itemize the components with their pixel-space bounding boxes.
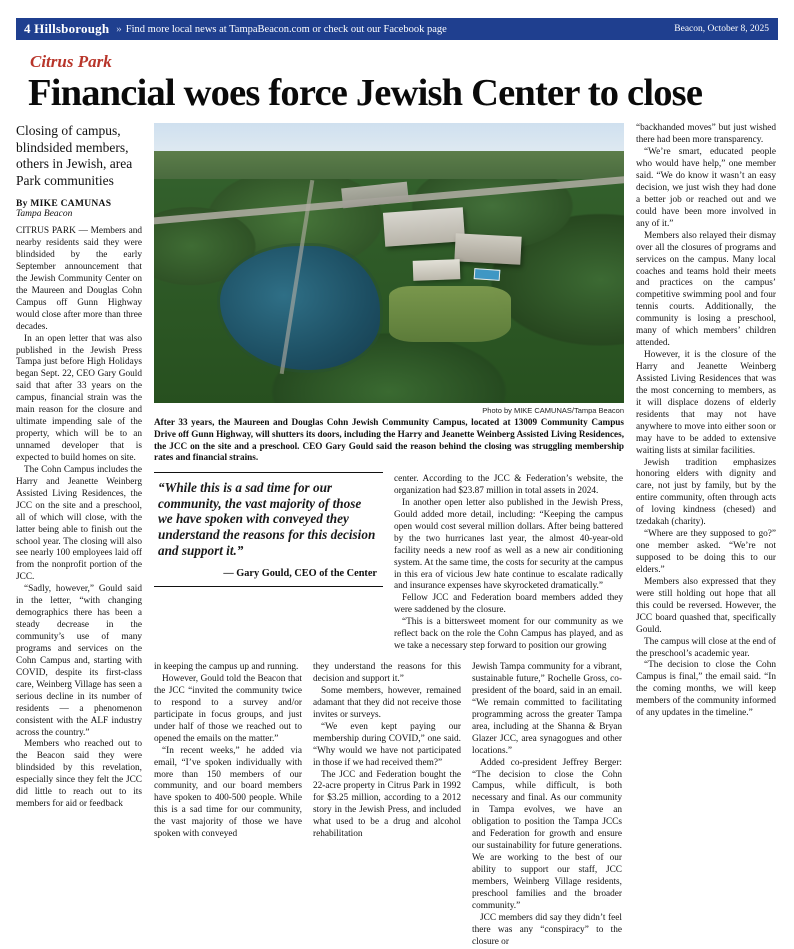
- page-header-bar: [16, 18, 778, 40]
- paragraph: The Cohn Campus includes the Harry and Jeanette Weinberg Assisted Living Residences, the JCC on the site and a preschool, all of which will close, with the latter being able to finish out the school year. The closing will also see nearly 100 employees laid off from the nonprofit portion of the JCC.: [16, 464, 142, 583]
- body-column-6: [636, 123, 776, 948]
- section-kicker: Citrus Park: [30, 52, 112, 71]
- paragraph: “Sadly, however,” Gould said in the letter, “with changing demographics there has been a steady decrease in the community’s use of many programs and services on the Cohn Campus and, starting with COVID, despite its first-class care, Weinberg Village has seen a serious decline in its number of residents — a phenomenon consistent with the ALF industry across the country.”: [16, 584, 142, 738]
- byline-author: By MIKE CAMUNAS: [16, 199, 112, 210]
- paragraph: Added co-president Jeffrey Berger: “The decision to close the Cohn Campus, while difficult, is both necessary and final. As our community in Tampa evolves, we have an obligation to position the Tampa JCCs and Federation for growth and ensure our sustainability for future generations. We are working to the best of our ability to support our staff, JCC members, Weinberg Village residents, preschool families and the broader community.”: [472, 757, 622, 911]
- paragraph: However, it is the closure of the Harry and Jeanette Weinberg Assisted Living Residences that was the most concerning to members, as it will displace dozens of elderly residents that may not have anywhere to move into either soon or may have to be added to extensive waiting lists at similar facilities.: [636, 350, 776, 456]
- paragraph: center. According to the JCC & Federation’s website, the organization had $23.87 million in total assets in 2024.: [394, 474, 623, 496]
- pull-quote-text: “While this is a sad time for our community, the vast majority of those we have spoken with conveyed they understand the reasons for this decision and support it.”: [158, 480, 376, 558]
- paragraph: However, Gould told the Beacon that the JCC “invited the community twice to respond to a survey and/or participate in focus groups, and just under half of those we reached out to opened the emails on the matter.”: [154, 674, 302, 744]
- article-body: [16, 123, 778, 948]
- pull-quote: [154, 472, 383, 587]
- paragraph: in keeping the campus up and running.: [154, 662, 299, 673]
- photo-building-main: [383, 207, 465, 246]
- mid-upper-region: [154, 472, 624, 653]
- paragraph: Jewish Tampa community for a vibrant, sustainable future,” Rochelle Gross, co-president of the board, said in an email. “We remain committed to facilitating programming across the greater Tampa area, including at the Shanna & Bryan Glazer JCC, area synagogues and other locations.”: [472, 662, 622, 756]
- paragraph: JCC members did say they didn’t feel there was any “conspiracy” to the closure or: [472, 912, 622, 947]
- paragraph: “The decision to close the Cohn Campus is final,” the email said. “In the coming months, we will keep members of the community informed of any updates in the timeline.”: [636, 660, 776, 719]
- paragraph: The JCC and Federation bought the 22-acre property in Citrus Park in 1992 for $3.25 million, according to a 2012 story in the Jewish Press, and included what used to be a drug and alcohol rehabilitation: [313, 769, 461, 840]
- photo-field: [389, 286, 511, 342]
- column-left: [16, 123, 142, 948]
- body-column-4: [394, 472, 623, 653]
- paragraph: Some members, however, remained adamant that they did not receive those invites or surveys.: [313, 685, 461, 720]
- paragraph: they understand the reasons for this decision and support it.”: [313, 662, 461, 685]
- mid-lower-region: [154, 662, 624, 949]
- paragraph: “We’re smart, educated people who would have help,” one member said. “We do know it wasn’t an easy decision, we just wish they had done a better job or reached out and we could have been more involved in any of it.”: [636, 147, 776, 229]
- body-column-5: [472, 662, 622, 949]
- photo-caption: After 33 years, the Maureen and Douglas Cohn Jewish Community Campus, located at 13009 Community Campus Drive off Gunn Highway, will shutters its doors, including the Harry and Jeanette Weinberg Assisted Living Residences, the JCC on the site and a preschool. CEO Gary Gould said the reason behind the closing was struggling membership rates and financial strains.: [154, 417, 624, 463]
- paragraph: “In recent weeks,” he added via email, “I’ve spoken individually with more than 150 members of our community, and our board members have spoken to 400-500 people. While this is a sad time for our community, the vast majority of those we have spoken with conveyed: [154, 745, 302, 840]
- paragraph: “Where are they supposed to go?” one member asked. “We’re not supposed to be doing this to our elders.”: [636, 529, 776, 575]
- aerial-campus-photo: [154, 123, 624, 403]
- paragraph: Fellow JCC and Federation board members added they were saddened by the closure.: [394, 593, 623, 616]
- paragraph: “We even kept paying our membership during COVID,” one said. “Why would we have not participated in those if we had received them?”: [313, 721, 461, 768]
- body-column-2: [154, 662, 302, 949]
- article-deck: Closing of campus, blindsided members, others in Jewish, area Park communities: [16, 123, 133, 188]
- byline-organization: Tampa Beacon: [16, 209, 73, 220]
- paragraph: Members also relayed their dismay over all the closures of programs and services on the campus. Many local coaches and teams hold their meets and practices on the campus’ competitive swimming pool and four tennis courts. Additionally, the community is losing a preschool, many of which members’ children attended.: [636, 230, 776, 349]
- paragraph: The campus will close at the end of the preschool’s academic year.: [636, 636, 776, 659]
- pull-quote-attribution: — Gary Gould, CEO of the Center: [223, 567, 377, 579]
- page-title: Financial woes force Jewish Center to close: [28, 72, 703, 114]
- paragraph: Jewish tradition emphasizes honoring elders with dignity and care, not just by family, but by the entire community, often through acts of loving kindness (chesed) and tzedakah (charity).: [636, 457, 776, 528]
- article-photo-block: [154, 123, 624, 416]
- body-column-3: [313, 662, 461, 949]
- issue-date: Beacon, October 8, 2025: [674, 24, 769, 34]
- column-middle: [154, 123, 624, 948]
- photo-credit: Photo by MIKE CAMUNAS/Tampa Beacon: [482, 406, 624, 416]
- photo-building-secondary: [454, 234, 521, 265]
- pullquote-column: [154, 472, 383, 653]
- paragraph: “This is a bittersweet moment for our community as we reflect back on the role the Cohn Campus has played, and as we take a necessary step forward to position our growing: [394, 617, 623, 652]
- paragraph: Members who reached out to the Beacon said they were blindsided by this revelation, especially since they felt the JCC did little to reach out to its members for aid or feedback: [16, 739, 142, 810]
- paragraph: “backhanded moves” but just wished there had been more transparency.: [636, 123, 776, 146]
- paragraph: In another open letter also published in the Jewish Press, Gould added more detail, including: “Keeping the campus open would cost several million dollars. After being battered by the two hurricanes last year, the almost 40-year-old facility needs a new roof as well as a new air conditioning system. At the same time, the costs for security at the campus in this era of vicious Jew hate continue to escalate radically and insurance expenses have skyrocketed dramatically.”: [394, 497, 623, 592]
- header-promo-text: Find more local news at TampaBeacon.com or check out our Facebook page: [125, 23, 447, 35]
- photo-building-preschool: [412, 260, 460, 281]
- newspaper-page: [0, 18, 794, 947]
- paragraph: CITRUS PARK — Members and nearby residents said they were blindsided by the early September announcement that the Jewish Community Center on the Maureen and Douglas Cohn Campus off Gunn Highway would close after more than three decades.: [16, 226, 142, 332]
- body-column-1: [16, 226, 142, 811]
- page-folio: 4 Hillsborough: [24, 21, 110, 36]
- paragraph: In an open letter that was also published in the Jewish Press Tampa just before High Holidays began Sept. 22, CEO Gary Gould said that after 33 years on the campus, financial strain was the main reason for the closure and ultimate impending sale of the property, which will be to an unnamed developer that is expected to build homes on site.: [16, 333, 142, 463]
- paragraph: Members also expressed that they were still holding out hope that all this could be reversed. However, the JCC board quashed that, specifically Gould.: [636, 576, 776, 635]
- chevron-right-icon: »: [116, 23, 121, 35]
- photo-swimming-pool: [473, 268, 500, 281]
